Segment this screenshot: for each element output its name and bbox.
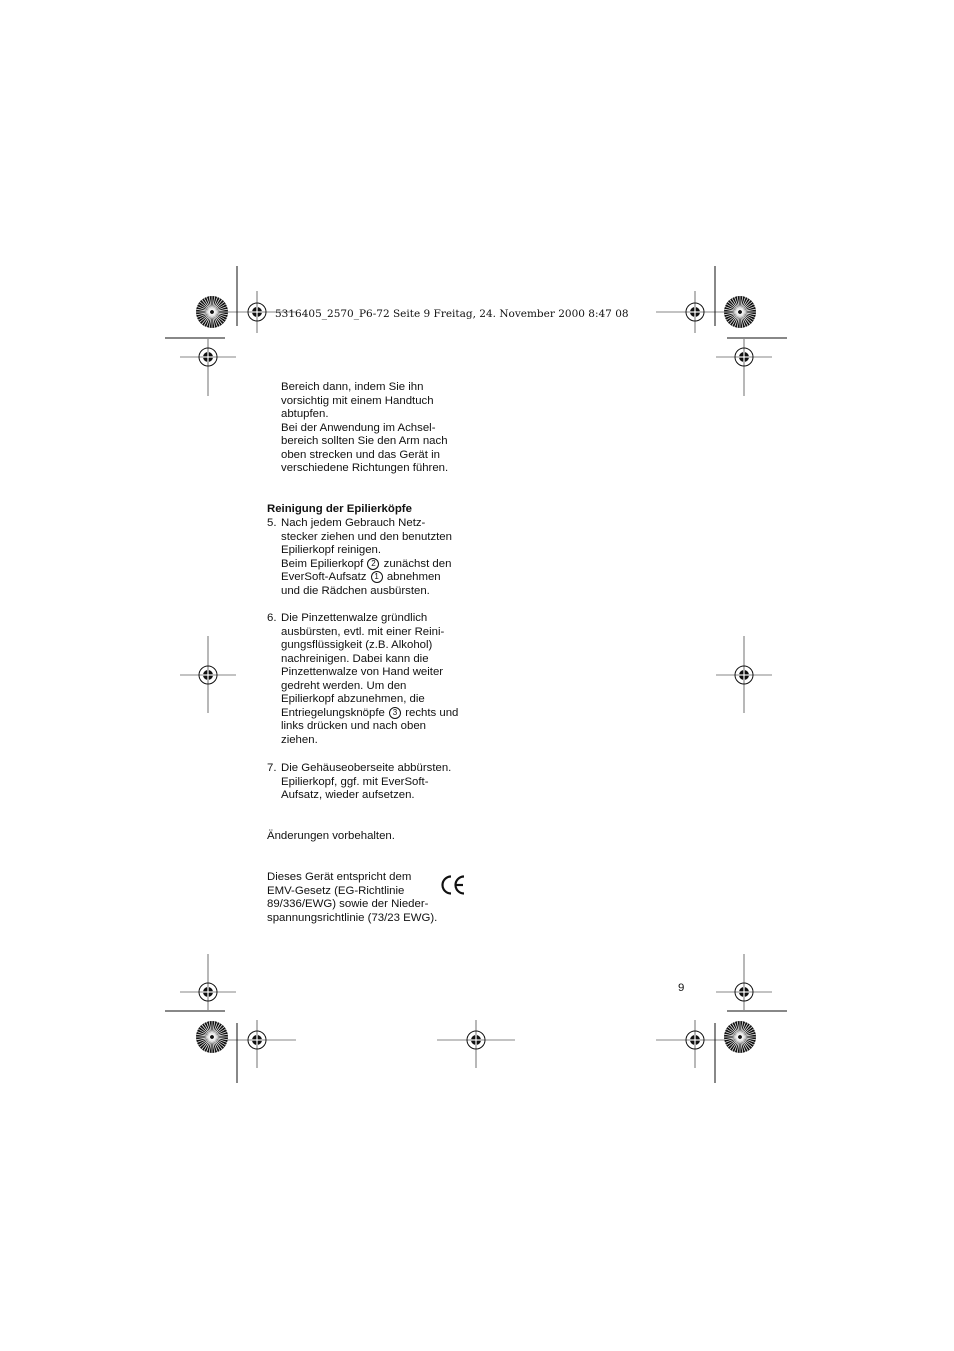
- intro-line: oben strecken und das Gerät in: [281, 448, 440, 461]
- starburst-target-icon: [196, 296, 228, 328]
- intro-line: Bei der Anwendung im Achsel-: [281, 421, 436, 434]
- step-line: Epilierkopf, ggf. mit EverSoft-: [281, 775, 429, 788]
- step-7: [267, 762, 477, 803]
- compliance-line: Dieses Gerät entspricht dem: [267, 871, 412, 883]
- ref-number-circle: 1: [371, 571, 383, 583]
- step-line: links drücken und nach oben: [281, 720, 427, 733]
- step-line: nachreinigen. Dabei kann die: [281, 652, 429, 665]
- compliance-line: spannungsrichtlinie (73/23 EWG).: [267, 911, 438, 924]
- step-line: ziehen.: [281, 733, 318, 746]
- step-line: gedreht werden. Um den: [281, 679, 407, 692]
- step-6: [267, 612, 477, 747]
- step-number: 5.: [267, 517, 277, 529]
- intro-line: verschiedene Richtungen führen.: [281, 462, 449, 475]
- compliance-line: EMV-Gesetz (EG-Richtlinie: [267, 884, 405, 897]
- step-line: Die Pinzettenwalze gründlich: [281, 612, 428, 624]
- step-line: Pinzettenwalze von Hand weiter: [281, 666, 444, 679]
- step-line: Epilierkopf reinigen.: [281, 544, 382, 557]
- step-text: rechts und: [405, 706, 459, 719]
- starburst-target-icon: [724, 296, 756, 328]
- starburst-target-icon: [724, 1021, 756, 1053]
- intro-line: vorsichtig mit einem Handtuch: [281, 394, 434, 407]
- step-line: Epilierkopf abzunehmen, die: [281, 693, 425, 706]
- compliance-line: 89/336/EWG) sowie der Nieder-: [267, 898, 429, 911]
- step-line: Die Gehäuseoberseite abbürsten.: [281, 762, 452, 774]
- step-number: 7.: [267, 762, 277, 774]
- step-line: gungsflüssigkeit (z.B. Alkohol): [281, 639, 433, 652]
- step-line: Aufsatz, wieder aufsetzen.: [281, 789, 415, 802]
- compliance-paragraph: [267, 871, 437, 925]
- intro-line: Bereich dann, indem Sie ihn: [281, 381, 424, 393]
- page-number: 9: [678, 982, 685, 994]
- step-text: Entriegelungsknöpfe: [281, 706, 385, 719]
- print-job-header: 5316405_2570_P6-72 Seite 9 Freitag, 24. November 2000 8:47 08: [275, 308, 629, 320]
- step-5: [267, 517, 477, 598]
- step-number: 6.: [267, 612, 277, 624]
- step-text: abnehmen: [386, 571, 441, 584]
- step-line: [281, 558, 477, 572]
- step-text: EverSoft-Aufsatz: [281, 571, 367, 584]
- intro-paragraph: [281, 381, 448, 476]
- step-line: Nach jedem Gebrauch Netz-: [281, 517, 426, 529]
- step-text: Beim Epilierkopf: [281, 557, 364, 570]
- step-line: [281, 571, 477, 585]
- intro-line: bereich sollten Sie den Arm nach: [281, 435, 448, 448]
- intro-line: abtupfen.: [281, 408, 329, 421]
- ce-mark-icon: [439, 873, 467, 897]
- section-heading: Reinigung der Epilierköpfe: [267, 503, 412, 515]
- changes-notice: Änderungen vorbehalten.: [267, 830, 395, 842]
- step-text: zunächst den: [383, 557, 452, 570]
- ref-number-circle: 3: [389, 707, 401, 719]
- step-line: stecker ziehen und den benutzten: [281, 530, 452, 543]
- step-line: [281, 707, 477, 721]
- step-line: ausbürsten, evtl. mit einer Reini-: [281, 625, 445, 638]
- starburst-target-icon: [196, 1021, 228, 1053]
- step-line: und die Rädchen ausbürsten.: [281, 584, 430, 597]
- ref-number-circle: 2: [367, 558, 379, 570]
